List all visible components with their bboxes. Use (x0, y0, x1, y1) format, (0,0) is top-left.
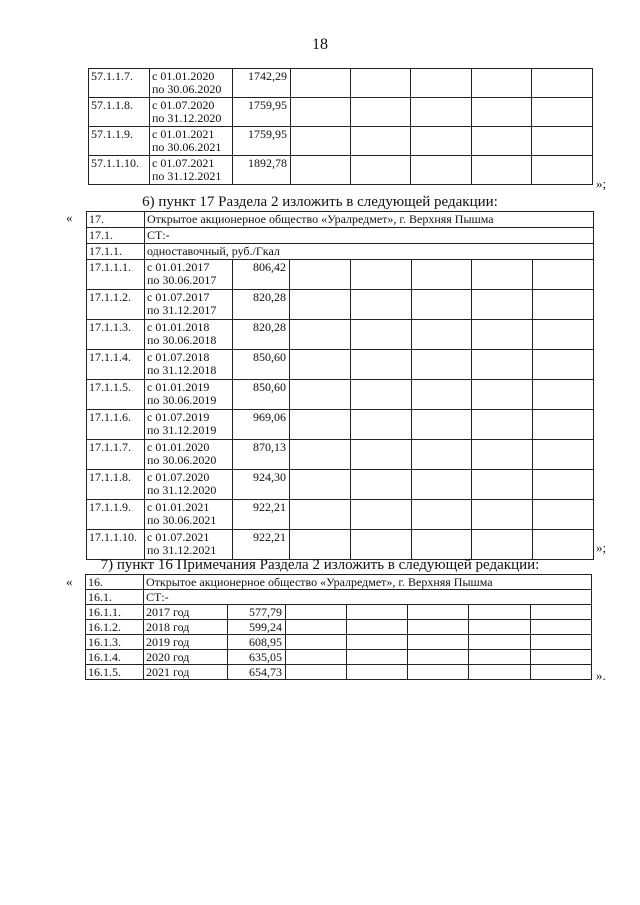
tariff-table-57-body (89, 69, 593, 185)
row-code: 16.1.5. (86, 665, 144, 680)
table-row (87, 350, 594, 380)
empty-cell (412, 440, 472, 470)
empty-cell (469, 635, 531, 650)
empty-cell (351, 320, 412, 350)
period-start: с 01.07.2020 (152, 98, 215, 112)
table-row (86, 590, 592, 605)
row-value: 922,21 (233, 500, 290, 530)
empty-cell (351, 380, 412, 410)
period-end: по 30.06.2019 (147, 393, 217, 407)
row-code: 17.1.1.4. (87, 350, 145, 380)
empty-cell (290, 530, 351, 560)
row-value: 850,60 (233, 380, 290, 410)
empty-cell (533, 530, 594, 560)
period-start: с 01.01.2017 (147, 260, 210, 274)
close-quote-mark: »; (596, 176, 607, 191)
table-row (89, 156, 593, 185)
row-value: 922,21 (233, 530, 290, 560)
row-value: 1892,78 (233, 156, 291, 185)
table-row (86, 665, 592, 680)
empty-cell (533, 500, 594, 530)
row-period: 2018 год (144, 620, 228, 635)
empty-cell (291, 98, 351, 127)
row-code: 16.1. (86, 590, 144, 605)
empty-cell (472, 470, 533, 500)
empty-cell (408, 665, 469, 680)
row-value: 1759,95 (233, 98, 291, 127)
row-period (145, 380, 233, 410)
empty-cell (533, 350, 594, 380)
period-start: с 01.01.2020 (152, 69, 215, 83)
empty-cell (411, 156, 472, 185)
empty-cell (286, 650, 347, 665)
row-code: 16.1.3. (86, 635, 144, 650)
tariff-table-17 (86, 211, 594, 560)
empty-cell (351, 410, 412, 440)
period-start: с 01.07.2021 (147, 530, 210, 544)
row-period (145, 290, 233, 320)
row-code: 57.1.1.7. (89, 69, 150, 98)
empty-cell (472, 410, 533, 440)
row-value: 577,79 (228, 605, 286, 620)
period-end: по 30.06.2020 (147, 453, 217, 467)
empty-cell (408, 635, 469, 650)
table-row (87, 440, 594, 470)
empty-cell (412, 260, 472, 290)
row-heading-text: Открытое акционерное общество «Уралредмет», г. Верхняя Пышма (145, 212, 594, 228)
empty-cell (290, 470, 351, 500)
table-row (87, 212, 594, 228)
empty-cell (351, 440, 412, 470)
period-end: по 30.06.2021 (152, 140, 222, 154)
empty-cell (469, 665, 531, 680)
period-end: по 30.06.2018 (147, 333, 217, 347)
empty-cell (347, 620, 408, 635)
note-table-16 (85, 574, 592, 680)
empty-cell (351, 500, 412, 530)
empty-cell (472, 380, 533, 410)
period-start: с 01.01.2021 (152, 127, 215, 141)
tariff-table-17-header (87, 212, 594, 260)
empty-cell (412, 290, 472, 320)
empty-cell (533, 380, 594, 410)
empty-cell (408, 650, 469, 665)
empty-cell (347, 665, 408, 680)
empty-cell (472, 530, 533, 560)
empty-cell (347, 605, 408, 620)
empty-cell (412, 530, 472, 560)
row-period (145, 260, 233, 290)
empty-cell (472, 260, 533, 290)
row-value: 635,05 (228, 650, 286, 665)
row-period (145, 410, 233, 440)
row-period (145, 440, 233, 470)
row-value: 820,28 (233, 320, 290, 350)
row-code: 17.1.1.8. (87, 470, 145, 500)
row-code: 57.1.1.10. (89, 156, 150, 185)
table-row (87, 244, 594, 260)
empty-cell (472, 69, 532, 98)
open-quote-mark: « (66, 574, 73, 589)
empty-cell (412, 350, 472, 380)
row-code: 17.1.1.7. (87, 440, 145, 470)
table-row (87, 228, 594, 244)
empty-cell (347, 635, 408, 650)
empty-cell (286, 605, 347, 620)
row-code: 17.1.1.1. (87, 260, 145, 290)
row-code: 17.1.1.9. (87, 500, 145, 530)
row-value: 924,30 (233, 470, 290, 500)
table-row (87, 290, 594, 320)
section-7-heading: 7) пункт 16 Примечания Раздела 2 изложить в следующей редакции: (100, 557, 540, 573)
table-row (87, 470, 594, 500)
row-code: 17.1.1.3. (87, 320, 145, 350)
period-end: по 30.06.2021 (147, 513, 217, 527)
page-number: 18 (312, 36, 328, 53)
row-value: 850,60 (233, 350, 290, 380)
period-end: по 31.12.2019 (147, 423, 217, 437)
row-value: 608,95 (228, 635, 286, 650)
row-code: 57.1.1.8. (89, 98, 150, 127)
period-start: с 01.07.2020 (147, 470, 210, 484)
close-quote-mark: ». (596, 668, 606, 683)
period-start: с 01.01.2019 (147, 380, 210, 394)
table-row (87, 410, 594, 440)
row-period (150, 156, 233, 185)
empty-cell (531, 605, 592, 620)
table-row (86, 650, 592, 665)
row-value: 806,42 (233, 260, 290, 290)
empty-cell (531, 665, 592, 680)
empty-cell (347, 650, 408, 665)
empty-cell (290, 500, 351, 530)
row-period: 2019 год (144, 635, 228, 650)
open-quote-mark: « (66, 210, 73, 225)
row-period: 2020 год (144, 650, 228, 665)
table-row (87, 380, 594, 410)
row-code: 17.1.1. (87, 244, 145, 260)
note-table-16-header (86, 575, 592, 605)
table-row (89, 127, 593, 156)
empty-cell (472, 290, 533, 320)
row-code: 16.1.4. (86, 650, 144, 665)
period-start: с 01.01.2018 (147, 320, 210, 334)
tariff-table-57 (88, 68, 593, 185)
empty-cell (532, 69, 593, 98)
empty-cell (533, 470, 594, 500)
empty-cell (533, 410, 594, 440)
row-code: 17.1. (87, 228, 145, 244)
row-heading-text: Открытое акционерное общество «Уралредмет», г. Верхняя Пышма (144, 575, 592, 590)
table-row (87, 500, 594, 530)
row-heading-text: СТ:- (144, 590, 592, 605)
empty-cell (412, 320, 472, 350)
empty-cell (532, 127, 593, 156)
row-period (150, 69, 233, 98)
table-row (87, 320, 594, 350)
empty-cell (472, 156, 532, 185)
empty-cell (412, 500, 472, 530)
row-code: 17. (87, 212, 145, 228)
table-row (86, 620, 592, 635)
row-code: 16. (86, 575, 144, 590)
row-code: 17.1.1.10. (87, 530, 145, 560)
empty-cell (533, 260, 594, 290)
period-end: по 31.12.2020 (152, 111, 222, 125)
row-period (145, 350, 233, 380)
empty-cell (532, 156, 593, 185)
table-row (87, 530, 594, 560)
table-row (89, 98, 593, 127)
empty-cell (469, 650, 531, 665)
empty-cell (351, 470, 412, 500)
row-value: 870,13 (233, 440, 290, 470)
row-value: 1742,29 (233, 69, 291, 98)
period-end: по 31.12.2021 (152, 169, 222, 183)
empty-cell (411, 98, 472, 127)
empty-cell (351, 69, 411, 98)
table-row (87, 260, 594, 290)
period-end: по 31.12.2018 (147, 363, 217, 377)
row-code: 17.1.1.6. (87, 410, 145, 440)
row-period: 2017 год (144, 605, 228, 620)
empty-cell (351, 156, 411, 185)
row-period (150, 127, 233, 156)
row-value: 820,28 (233, 290, 290, 320)
period-start: с 01.07.2021 (152, 156, 215, 170)
empty-cell (351, 98, 411, 127)
row-heading-text: СТ:- (145, 228, 594, 244)
row-period (145, 470, 233, 500)
empty-cell (351, 260, 412, 290)
empty-cell (531, 620, 592, 635)
empty-cell (286, 665, 347, 680)
empty-cell (533, 320, 594, 350)
row-period: 2021 год (144, 665, 228, 680)
table-row (86, 575, 592, 590)
empty-cell (472, 500, 533, 530)
period-start: с 01.01.2020 (147, 440, 210, 454)
empty-cell (533, 440, 594, 470)
empty-cell (472, 127, 532, 156)
row-code: 57.1.1.9. (89, 127, 150, 156)
empty-cell (291, 156, 351, 185)
table-row (89, 69, 593, 98)
row-value: 599,24 (228, 620, 286, 635)
empty-cell (351, 530, 412, 560)
empty-cell (351, 350, 412, 380)
period-start: с 01.01.2021 (147, 500, 210, 514)
empty-cell (351, 290, 412, 320)
empty-cell (411, 127, 472, 156)
empty-cell (286, 635, 347, 650)
empty-cell (533, 290, 594, 320)
empty-cell (469, 620, 531, 635)
empty-cell (531, 635, 592, 650)
period-end: по 31.12.2020 (147, 483, 217, 497)
empty-cell (290, 350, 351, 380)
empty-cell (290, 320, 351, 350)
empty-cell (532, 98, 593, 127)
empty-cell (290, 260, 351, 290)
period-end: по 31.12.2017 (147, 303, 217, 317)
empty-cell (472, 98, 532, 127)
row-value: 654,73 (228, 665, 286, 680)
empty-cell (411, 69, 472, 98)
table-row (86, 605, 592, 620)
section-6-heading: 6) пункт 17 Раздела 2 изложить в следующей редакции: (142, 194, 498, 210)
period-end: по 30.06.2020 (152, 82, 222, 96)
empty-cell (412, 410, 472, 440)
row-code: 16.1.2. (86, 620, 144, 635)
empty-cell (290, 290, 351, 320)
empty-cell (412, 470, 472, 500)
empty-cell (469, 605, 531, 620)
empty-cell (290, 380, 351, 410)
empty-cell (290, 440, 351, 470)
period-end: по 30.06.2017 (147, 273, 217, 287)
empty-cell (291, 127, 351, 156)
empty-cell (291, 69, 351, 98)
tariff-table-17-body (87, 260, 594, 560)
empty-cell (286, 620, 347, 635)
empty-cell (408, 620, 469, 635)
empty-cell (351, 127, 411, 156)
row-code: 17.1.1.2. (87, 290, 145, 320)
close-quote-mark: »; (596, 540, 607, 555)
row-heading-text: одноставочный, руб./Гкал (145, 244, 594, 260)
empty-cell (472, 350, 533, 380)
row-value: 1759,95 (233, 127, 291, 156)
empty-cell (472, 440, 533, 470)
row-period (145, 500, 233, 530)
empty-cell (290, 410, 351, 440)
empty-cell (531, 650, 592, 665)
table-row (86, 635, 592, 650)
row-period (145, 530, 233, 560)
empty-cell (472, 320, 533, 350)
note-table-16-body (86, 605, 592, 680)
row-code: 16.1.1. (86, 605, 144, 620)
row-code: 17.1.1.5. (87, 380, 145, 410)
period-start: с 01.07.2018 (147, 350, 210, 364)
empty-cell (412, 380, 472, 410)
period-start: с 01.07.2017 (147, 290, 210, 304)
empty-cell (408, 605, 469, 620)
period-end: по 31.12.2021 (147, 543, 217, 557)
period-start: с 01.07.2019 (147, 410, 210, 424)
row-period (150, 98, 233, 127)
row-value: 969,06 (233, 410, 290, 440)
row-period (145, 320, 233, 350)
